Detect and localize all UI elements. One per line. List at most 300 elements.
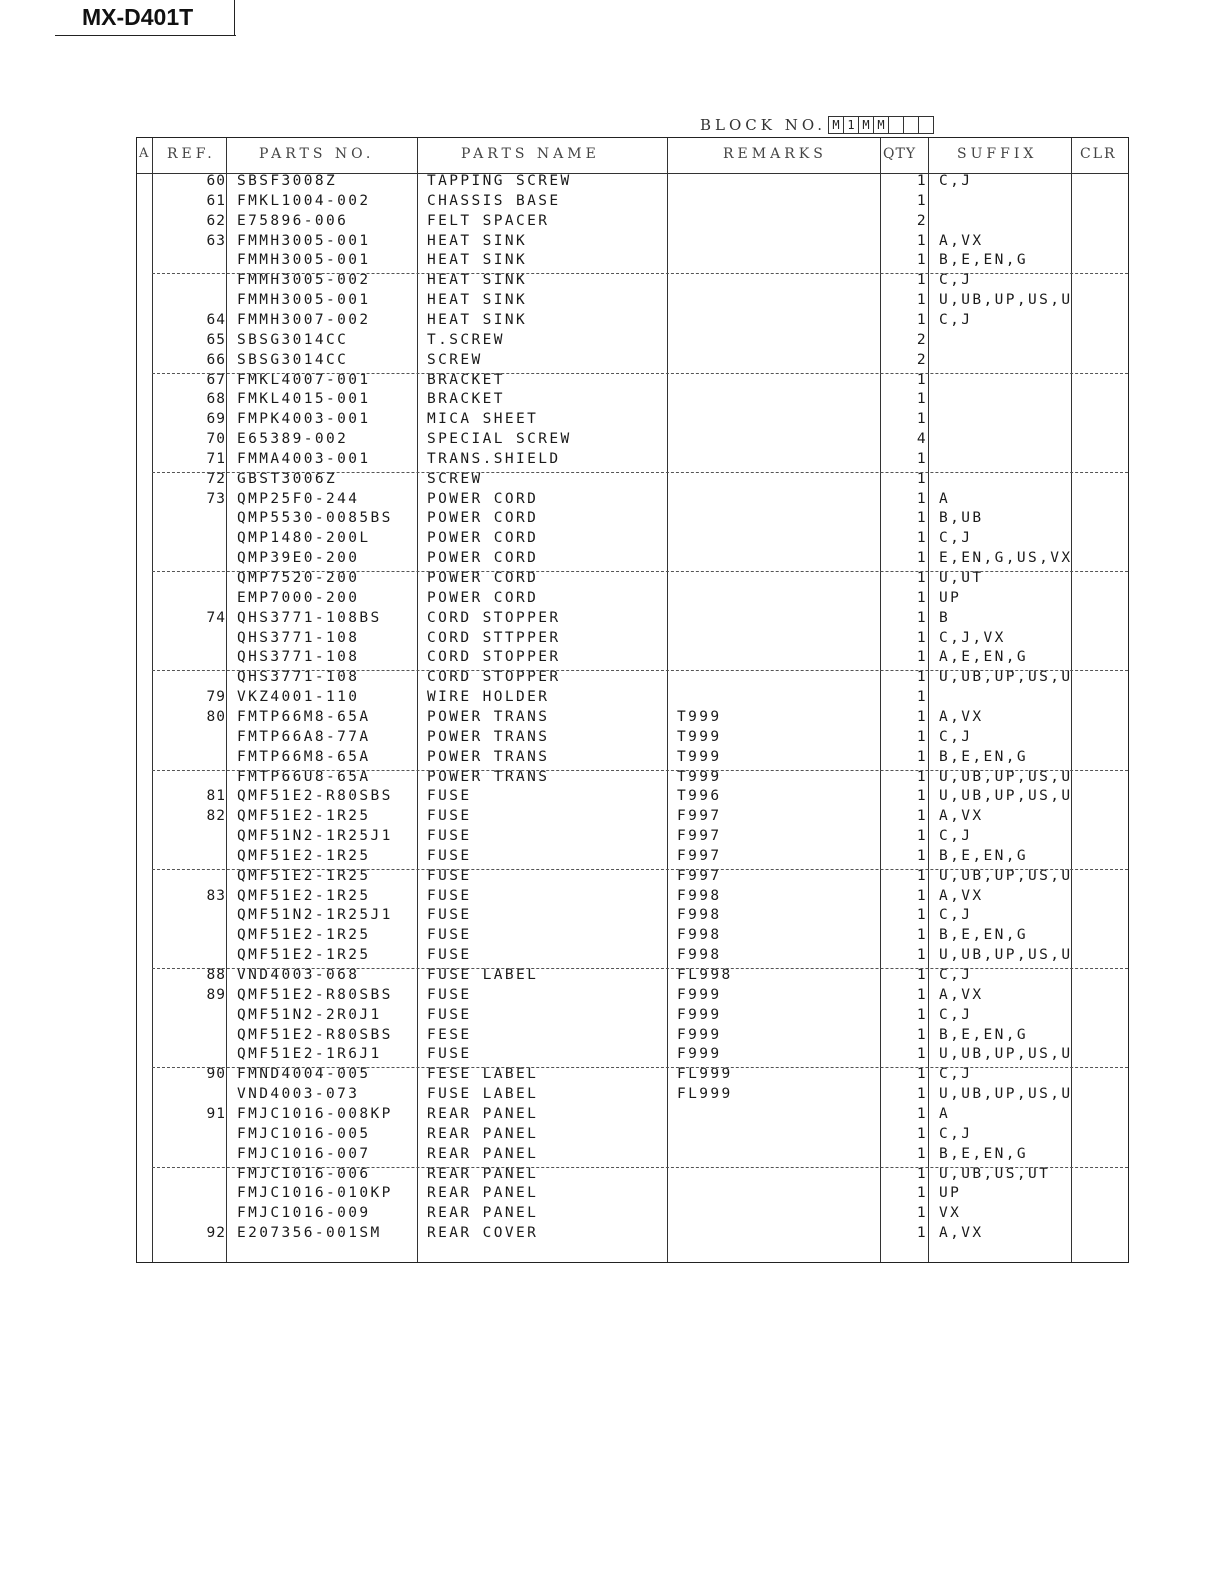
suffix-cell: A,VX	[939, 708, 984, 725]
part-number-cell: QMP25F0-244	[237, 490, 360, 507]
part-number-cell: QMF51E2-1R25	[237, 867, 371, 884]
ref-cell: 72	[206, 470, 226, 487]
ref-cell: 83	[206, 887, 226, 904]
table-row	[137, 451, 1130, 471]
table-row	[137, 1205, 1130, 1225]
table-row	[137, 630, 1130, 650]
ref-cell: 66	[206, 351, 226, 368]
remarks-cell: F997	[677, 867, 722, 884]
part-number-cell: GBST3006Z	[237, 470, 338, 487]
table-row	[137, 1027, 1130, 1047]
part-name-cell: POWER TRANS	[427, 768, 550, 785]
part-name-cell: FUSE	[427, 828, 472, 845]
part-number-cell: QMF51E2-R80SBS	[237, 986, 393, 1003]
ref-cell: 79	[206, 689, 226, 706]
table-row	[137, 332, 1130, 352]
part-name-cell: SCREW	[427, 470, 483, 487]
table-row	[137, 649, 1130, 669]
table-row	[137, 411, 1130, 431]
ref-cell: 74	[206, 609, 226, 626]
suffix-cell: U,UB,UP,US,U	[939, 292, 1073, 309]
block-code-char: 1	[843, 116, 859, 134]
table-row	[137, 1225, 1130, 1245]
part-number-cell: SBSG3014CC	[237, 331, 349, 348]
suffix-cell: U,UB,US,UT	[939, 1165, 1051, 1182]
qty-cell: 1	[916, 967, 928, 983]
qty-cell: 1	[916, 847, 928, 864]
part-number-cell: FMND4004-005	[237, 1066, 371, 1083]
remarks-cell: F999	[677, 1006, 722, 1023]
suffix-cell: U,UB,UP,US,U	[939, 867, 1073, 884]
remarks-cell: T999	[677, 768, 722, 785]
part-number-cell: FMMA4003-001	[237, 450, 371, 467]
part-name-cell: HEAT SINK	[427, 311, 528, 328]
table-row	[137, 749, 1130, 769]
table-row	[137, 907, 1130, 927]
part-name-cell: FUSE	[427, 887, 472, 904]
part-name-cell: CORD STOPPER	[427, 669, 561, 686]
ref-cell: 71	[206, 450, 226, 467]
qty-cell: 1	[916, 728, 928, 745]
part-name-cell: FUSE	[427, 808, 472, 825]
part-number-cell: FMTP66M8-65A	[237, 748, 371, 765]
model-title: MX-D401T	[82, 4, 194, 30]
title-box-edge	[234, 0, 235, 36]
remarks-cell: F998	[677, 887, 722, 904]
table-row	[137, 1007, 1130, 1027]
header-clr: CLR	[1080, 146, 1117, 162]
remarks-cell: T996	[677, 788, 722, 805]
part-number-cell: QMF51N2-1R25J1	[237, 828, 393, 845]
part-name-cell: SPECIAL SCREW	[427, 431, 572, 448]
part-number-cell: QHS3771-108BS	[237, 609, 382, 626]
qty-cell: 1	[916, 986, 928, 1003]
part-number-cell: VND4003-068	[237, 967, 360, 983]
part-number-cell: FMMH3005-001	[237, 252, 371, 269]
part-number-cell: QMF51E2-R80SBS	[237, 788, 393, 805]
suffix-cell: B,E,EN,G	[939, 748, 1029, 765]
qty-cell: 1	[916, 311, 928, 328]
ref-cell: 61	[206, 192, 226, 209]
suffix-cell: U,UB,UP,US,U	[939, 947, 1073, 964]
group-divider	[152, 373, 1128, 374]
qty-cell: 1	[916, 1125, 928, 1142]
suffix-cell: A,E,EN,G	[939, 649, 1029, 666]
part-name-cell: FESE LABEL	[427, 1066, 539, 1083]
part-name-cell: POWER TRANS	[427, 708, 550, 725]
table-row	[137, 550, 1130, 570]
suffix-cell: A	[939, 490, 951, 507]
part-name-cell: REAR PANEL	[427, 1185, 539, 1202]
qty-cell: 1	[916, 1046, 928, 1063]
part-name-cell: CORD STOPPER	[427, 609, 561, 626]
part-name-cell: TRANS.SHIELD	[427, 450, 561, 467]
qty-cell: 1	[916, 1165, 928, 1182]
block-code-char: M	[858, 116, 874, 134]
part-name-cell: SCREW	[427, 351, 483, 368]
suffix-cell: B,E,EN,G	[939, 927, 1029, 944]
part-number-cell: FMPK4003-001	[237, 411, 371, 428]
qty-cell: 1	[916, 272, 928, 289]
part-name-cell: WIRE HOLDER	[427, 689, 550, 706]
part-name-cell: FUSE	[427, 788, 472, 805]
remarks-cell: T999	[677, 728, 722, 745]
qty-cell: 1	[916, 1225, 928, 1242]
part-name-cell: HEAT SINK	[427, 292, 528, 309]
qty-cell: 1	[916, 1006, 928, 1023]
qty-cell: 1	[916, 1086, 928, 1103]
suffix-cell: C,J	[939, 272, 973, 289]
suffix-cell: U,UB,UP,US,U	[939, 1086, 1073, 1103]
table-row	[137, 729, 1130, 749]
qty-cell: 1	[916, 768, 928, 785]
part-number-cell: QHS3771-108	[237, 649, 360, 666]
qty-cell: 1	[916, 589, 928, 606]
ref-cell: 88	[206, 967, 226, 983]
part-number-cell: FMKL1004-002	[237, 192, 371, 209]
remarks-cell: F997	[677, 828, 722, 845]
suffix-cell: A,VX	[939, 887, 984, 904]
qty-cell: 1	[916, 391, 928, 408]
group-divider	[152, 472, 1128, 473]
suffix-cell: U,UB,UP,US,U	[939, 788, 1073, 805]
part-number-cell: E65389-002	[237, 431, 349, 448]
part-number-cell: FMTP66M8-65A	[237, 708, 371, 725]
table-row	[137, 272, 1130, 292]
suffix-cell: C,J	[939, 907, 973, 924]
part-name-cell: REAR PANEL	[427, 1205, 539, 1222]
header-qty: QTY	[883, 146, 917, 162]
group-divider	[152, 670, 1128, 671]
table-row	[137, 788, 1130, 808]
qty-cell: 1	[916, 570, 928, 586]
ref-cell: 65	[206, 331, 226, 348]
part-number-cell: QHS3771-108	[237, 629, 360, 646]
qty-cell: 1	[916, 490, 928, 507]
part-number-cell: QMF51N2-1R25J1	[237, 907, 393, 924]
qty-cell: 1	[916, 887, 928, 904]
table-row	[137, 769, 1130, 789]
table-row	[137, 530, 1130, 550]
suffix-cell: C,J	[939, 1066, 973, 1083]
table-row	[137, 590, 1130, 610]
part-number-cell: QMF51E2-R80SBS	[237, 1026, 393, 1043]
group-divider	[152, 968, 1128, 969]
qty-cell: 1	[916, 292, 928, 309]
block-number-boxes	[828, 116, 933, 134]
qty-cell: 4	[916, 431, 928, 448]
part-number-cell: QMF51E2-1R6J1	[237, 1046, 382, 1063]
suffix-cell: C,J	[939, 173, 973, 189]
ref-cell: 70	[206, 431, 226, 448]
table-row	[137, 391, 1130, 411]
part-name-cell: REAR COVER	[427, 1225, 539, 1242]
suffix-cell: A	[939, 1105, 951, 1122]
part-number-cell: EMP7000-200	[237, 589, 360, 606]
qty-cell: 1	[916, 649, 928, 666]
suffix-cell: A,VX	[939, 232, 984, 249]
qty-cell: 1	[916, 808, 928, 825]
ref-cell: 62	[206, 212, 226, 229]
part-number-cell: E207356-001SM	[237, 1225, 382, 1242]
table-row	[137, 510, 1130, 530]
qty-cell: 2	[916, 331, 928, 348]
table-row	[137, 669, 1130, 689]
part-number-cell: FMKL4015-001	[237, 391, 371, 408]
group-divider	[152, 571, 1128, 572]
table-row	[137, 1146, 1130, 1166]
suffix-cell: U,UB,UP,US,U	[939, 669, 1073, 686]
table-row	[137, 1066, 1130, 1086]
header-ref: REF.	[167, 146, 216, 162]
table-row	[137, 868, 1130, 888]
table-row	[137, 352, 1130, 372]
part-name-cell: POWER TRANS	[427, 728, 550, 745]
block-code-char	[918, 116, 934, 134]
group-divider	[152, 869, 1128, 870]
suffix-cell: C,J	[939, 967, 973, 983]
ref-cell: 67	[206, 371, 226, 388]
header-parts-name: PARTS NAME	[461, 146, 600, 162]
qty-cell: 1	[916, 411, 928, 428]
block-code-char: M	[873, 116, 889, 134]
table-row	[137, 431, 1130, 451]
suffix-cell: C,J,VX	[939, 629, 1006, 646]
ref-cell: 89	[206, 986, 226, 1003]
ref-cell: 82	[206, 808, 226, 825]
title-underline	[55, 35, 236, 36]
qty-cell: 1	[916, 907, 928, 924]
suffix-cell: A,VX	[939, 808, 984, 825]
suffix-cell: C,J	[939, 311, 973, 328]
part-number-cell: QMP39E0-200	[237, 550, 360, 567]
block-code-char	[888, 116, 904, 134]
qty-cell: 1	[916, 609, 928, 626]
ref-cell: 92	[206, 1225, 226, 1242]
part-name-cell: POWER CORD	[427, 550, 539, 567]
part-number-cell: FMJC1016-008KP	[237, 1105, 393, 1122]
qty-cell: 1	[916, 1145, 928, 1162]
table-row	[137, 1185, 1130, 1205]
block-number-label: BLOCK NO.	[700, 116, 827, 134]
remarks-cell: FL999	[677, 1086, 733, 1103]
part-number-cell: VKZ4001-110	[237, 689, 360, 706]
qty-cell: 1	[916, 947, 928, 964]
table-row	[137, 927, 1130, 947]
part-number-cell: FMTP66U8-65A	[237, 768, 371, 785]
part-number-cell: FMJC1016-005	[237, 1125, 371, 1142]
ref-cell: 81	[206, 788, 226, 805]
parts-list-table	[136, 137, 1129, 1263]
part-number-cell: FMMH3005-001	[237, 292, 371, 309]
qty-cell: 1	[916, 252, 928, 269]
qty-cell: 2	[916, 351, 928, 368]
part-number-cell: FMTP66A8-77A	[237, 728, 371, 745]
table-row	[137, 689, 1130, 709]
block-code-char	[903, 116, 919, 134]
suffix-cell: B,E,EN,G	[939, 847, 1029, 864]
part-name-cell: T.SCREW	[427, 331, 505, 348]
qty-cell: 1	[916, 232, 928, 249]
remarks-cell: F997	[677, 847, 722, 864]
qty-cell: 1	[916, 1066, 928, 1083]
part-number-cell: QMF51N2-2R0J1	[237, 1006, 382, 1023]
part-name-cell: REAR PANEL	[427, 1105, 539, 1122]
part-number-cell: FMKL4007-001	[237, 371, 371, 388]
suffix-cell: B	[939, 609, 951, 626]
suffix-cell: B,E,EN,G	[939, 1145, 1029, 1162]
suffix-cell: E,EN,G,US,VX	[939, 550, 1073, 567]
table-row	[137, 1046, 1130, 1066]
part-name-cell: FUSE	[427, 986, 472, 1003]
table-row	[137, 312, 1130, 332]
part-number-cell: FMMH3005-002	[237, 272, 371, 289]
part-name-cell: FUSE LABEL	[427, 1086, 539, 1103]
ref-cell: 64	[206, 311, 226, 328]
table-row	[137, 1126, 1130, 1146]
table-row	[137, 947, 1130, 967]
table-row	[137, 1086, 1130, 1106]
suffix-cell: C,J	[939, 530, 973, 547]
table-row	[137, 471, 1130, 491]
suffix-cell: UP	[939, 589, 962, 606]
part-name-cell: HEAT SINK	[427, 252, 528, 269]
suffix-cell: C,J	[939, 828, 973, 845]
part-name-cell: POWER TRANS	[427, 748, 550, 765]
part-number-cell: QHS3771-108	[237, 669, 360, 686]
remarks-cell: F997	[677, 808, 722, 825]
group-divider	[152, 273, 1128, 274]
header-parts-no: PARTS NO.	[259, 146, 375, 162]
suffix-cell: B,E,EN,G	[939, 252, 1029, 269]
part-name-cell: FELT SPACER	[427, 212, 550, 229]
qty-cell: 1	[916, 1026, 928, 1043]
part-name-cell: FUSE	[427, 1046, 472, 1063]
remarks-cell: F998	[677, 907, 722, 924]
suffix-cell: U,UB,UP,US,U	[939, 1046, 1073, 1063]
table-row	[137, 193, 1130, 213]
ref-cell: 63	[206, 232, 226, 249]
remarks-cell: FL999	[677, 1066, 733, 1083]
group-divider	[152, 1067, 1128, 1068]
qty-cell: 1	[916, 470, 928, 487]
part-number-cell: SBSF3008Z	[237, 173, 338, 189]
qty-cell: 1	[916, 927, 928, 944]
suffix-cell: U,UB,UP,US,U	[939, 768, 1073, 785]
part-name-cell: FESE	[427, 1026, 472, 1043]
part-number-cell: FMJC1016-009	[237, 1205, 371, 1222]
part-number-cell: QMF51E2-1R25	[237, 847, 371, 864]
qty-cell: 1	[916, 629, 928, 646]
table-row	[137, 610, 1130, 630]
table-row	[137, 888, 1130, 908]
part-name-cell: REAR PANEL	[427, 1125, 539, 1142]
qty-cell: 1	[916, 669, 928, 686]
table-row	[137, 808, 1130, 828]
suffix-cell: B,E,EN,G	[939, 1026, 1029, 1043]
table-row	[137, 173, 1130, 193]
table-row	[137, 233, 1130, 253]
header-suffix: SUFFIX	[957, 146, 1038, 162]
qty-cell: 1	[916, 708, 928, 725]
remarks-cell: F998	[677, 947, 722, 964]
part-number-cell: FMMH3007-002	[237, 311, 371, 328]
part-name-cell: MICA SHEET	[427, 411, 539, 428]
table-row	[137, 213, 1130, 233]
qty-cell: 1	[916, 450, 928, 467]
part-number-cell: QMP7520-200	[237, 570, 360, 586]
table-row	[137, 967, 1130, 987]
suffix-cell: C,J	[939, 1006, 973, 1023]
ref-cell: 91	[206, 1105, 226, 1122]
remarks-cell: F999	[677, 1046, 722, 1063]
part-name-cell: REAR PANEL	[427, 1145, 539, 1162]
suffix-cell: A,VX	[939, 986, 984, 1003]
suffix-cell: U,UT	[939, 570, 984, 586]
block-code-char: M	[828, 116, 844, 134]
group-divider	[152, 770, 1128, 771]
remarks-cell: F999	[677, 1026, 722, 1043]
part-name-cell: FUSE	[427, 947, 472, 964]
part-name-cell: FUSE	[427, 867, 472, 884]
suffix-cell: VX	[939, 1205, 962, 1222]
qty-cell: 1	[916, 689, 928, 706]
part-number-cell: QMP1480-200L	[237, 530, 371, 547]
part-name-cell: TAPPING SCREW	[427, 173, 572, 189]
ref-cell: 80	[206, 708, 226, 725]
part-name-cell: FUSE	[427, 927, 472, 944]
part-name-cell: REAR PANEL	[427, 1165, 539, 1182]
part-name-cell: HEAT SINK	[427, 232, 528, 249]
remarks-cell: F999	[677, 986, 722, 1003]
part-number-cell: VND4003-073	[237, 1086, 360, 1103]
part-number-cell: FMMH3005-001	[237, 232, 371, 249]
qty-cell: 1	[916, 192, 928, 209]
part-number-cell: QMF51E2-1R25	[237, 927, 371, 944]
qty-cell: 1	[916, 867, 928, 884]
header-mark: A	[139, 146, 149, 161]
part-name-cell: POWER CORD	[427, 530, 539, 547]
ref-cell: 73	[206, 490, 226, 507]
part-name-cell: FUSE LABEL	[427, 967, 539, 983]
part-number-cell: E75896-006	[237, 212, 349, 229]
table-row	[137, 252, 1130, 272]
part-number-cell: QMF51E2-1R25	[237, 887, 371, 904]
part-name-cell: CORD STOPPER	[427, 649, 561, 666]
part-name-cell: BRACKET	[427, 391, 505, 408]
table-row	[137, 709, 1130, 729]
table-row	[137, 491, 1130, 511]
qty-cell: 1	[916, 1185, 928, 1202]
part-name-cell: POWER CORD	[427, 490, 539, 507]
qty-cell: 1	[916, 550, 928, 567]
part-name-cell: CHASSIS BASE	[427, 192, 561, 209]
qty-cell: 1	[916, 1205, 928, 1222]
part-name-cell: FUSE	[427, 907, 472, 924]
ref-cell: 69	[206, 411, 226, 428]
remarks-cell: T999	[677, 708, 722, 725]
part-name-cell: FUSE	[427, 1006, 472, 1023]
part-name-cell: POWER CORD	[427, 570, 539, 586]
ref-cell: 90	[206, 1066, 226, 1083]
part-number-cell: FMJC1016-006	[237, 1165, 371, 1182]
remarks-cell: FL998	[677, 967, 733, 983]
part-name-cell: CORD STTPPER	[427, 629, 561, 646]
part-number-cell: FMJC1016-010KP	[237, 1185, 393, 1202]
suffix-cell: C,J	[939, 1125, 973, 1142]
remarks-cell: T999	[677, 748, 722, 765]
qty-cell: 1	[916, 748, 928, 765]
